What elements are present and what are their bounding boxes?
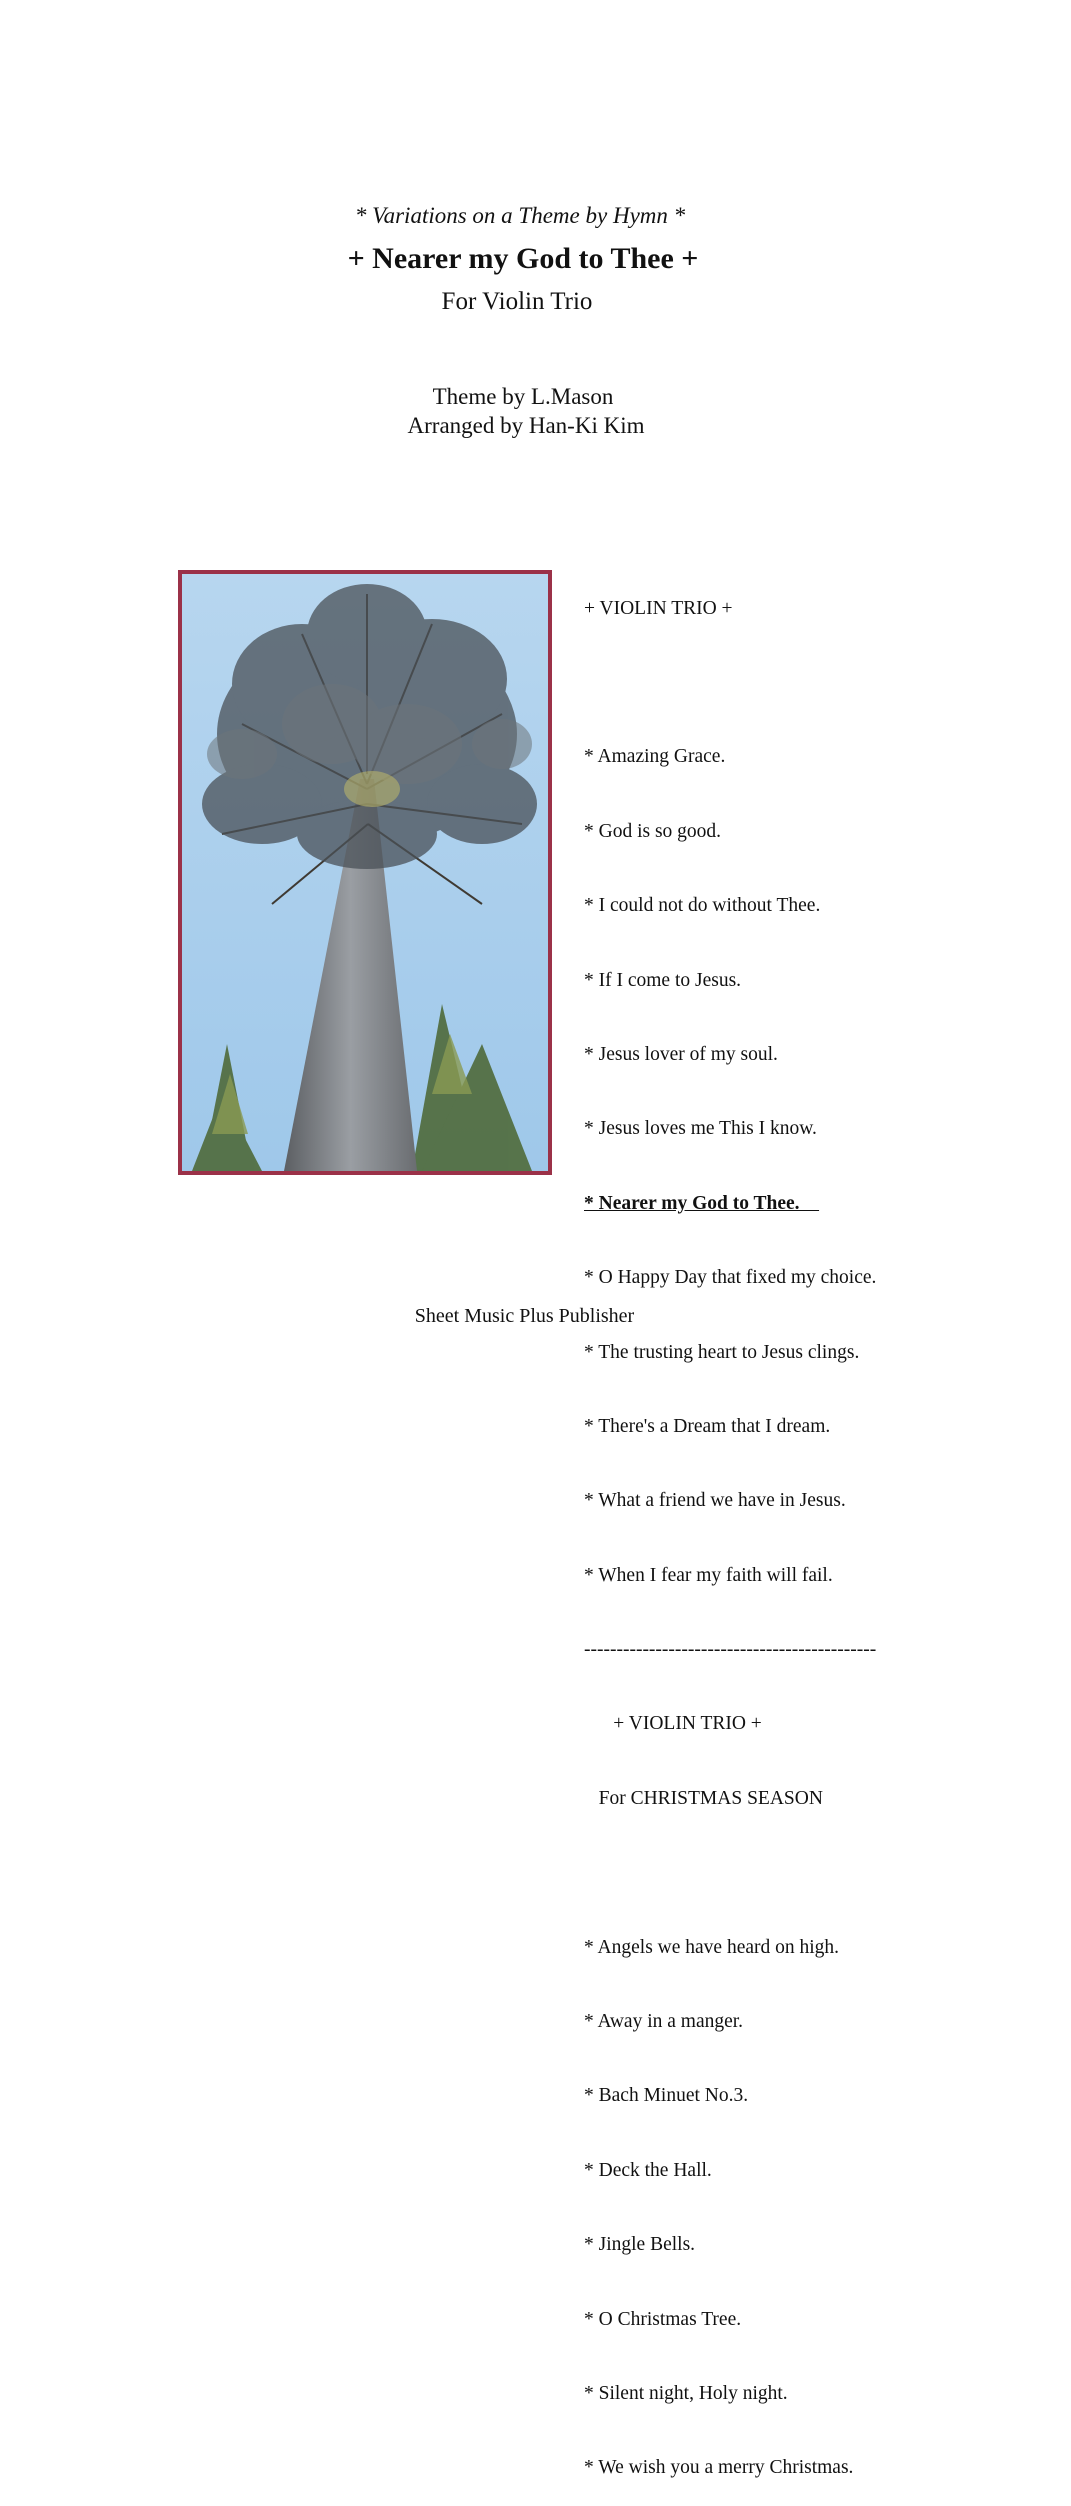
list-item: * I could not do without Thee.: [584, 895, 821, 917]
christmas-list-item: * We wish you a merry Christmas.: [584, 2457, 854, 2479]
section-divider: ---------------------------------------------: [584, 1639, 877, 1661]
christmas-list-item: * Bach Minuet No.3.: [584, 2085, 749, 2107]
list-item: * When I fear my faith will fail.: [584, 1564, 833, 1586]
hymn-variations-subtitle: * Variations on a Theme by Hymn *: [354, 203, 686, 228]
christmas-list-item: * Jingle Bells.: [584, 2234, 696, 2256]
list-item: * Jesus lover of my soul.: [584, 1043, 778, 1065]
list-item: * God is so good.: [584, 820, 722, 842]
arranger-credit: Arranged by Han-Ki Kim: [407, 413, 645, 438]
list-item: * If I come to Jesus.: [584, 969, 742, 991]
christmas-heading: + VIOLIN TRIO +: [584, 1713, 762, 1735]
catalog-list: [584, 547, 876, 2506]
christmas-subheading: For CHRISTMAS SEASON: [584, 1787, 823, 1809]
christmas-list-item: * Angels we have heard on high.: [584, 1936, 840, 1958]
list-item: * What a friend we have in Jesus.: [584, 1490, 846, 1512]
theme-credit: Theme by L.Mason: [432, 384, 614, 409]
page-title: + Nearer my God to Thee +: [347, 242, 699, 275]
list-item: * The trusting heart to Jesus clings.: [584, 1341, 860, 1363]
highlighted-list-item: * Nearer my God to Thee.: [584, 1192, 820, 1214]
catalog-spacer: [584, 671, 876, 696]
publisher-footer: Sheet Music Plus Publisher: [414, 1305, 635, 1327]
tall-tree-icon: [182, 574, 548, 1171]
catalog-spacer: [584, 1861, 876, 1886]
instrumentation-label: For Violin Trio: [441, 288, 593, 315]
list-item: * O Happy Day that fixed my choice.: [584, 1267, 877, 1289]
list-item: * Jesus loves me This I know.: [584, 1118, 817, 1140]
christmas-list-item: * Deck the Hall.: [584, 2159, 712, 2181]
christmas-list-item: * O Christmas Tree.: [584, 2308, 742, 2330]
list-item: * There's a Dream that I dream.: [584, 1415, 831, 1437]
cover-photo-frame: [178, 570, 552, 1175]
list-item: * Amazing Grace.: [584, 746, 726, 768]
christmas-list-item: * Silent night, Holy night.: [584, 2382, 788, 2404]
christmas-list-item: * Away in a manger.: [584, 2011, 744, 2033]
catalog-heading: + VIOLIN TRIO +: [584, 597, 733, 619]
